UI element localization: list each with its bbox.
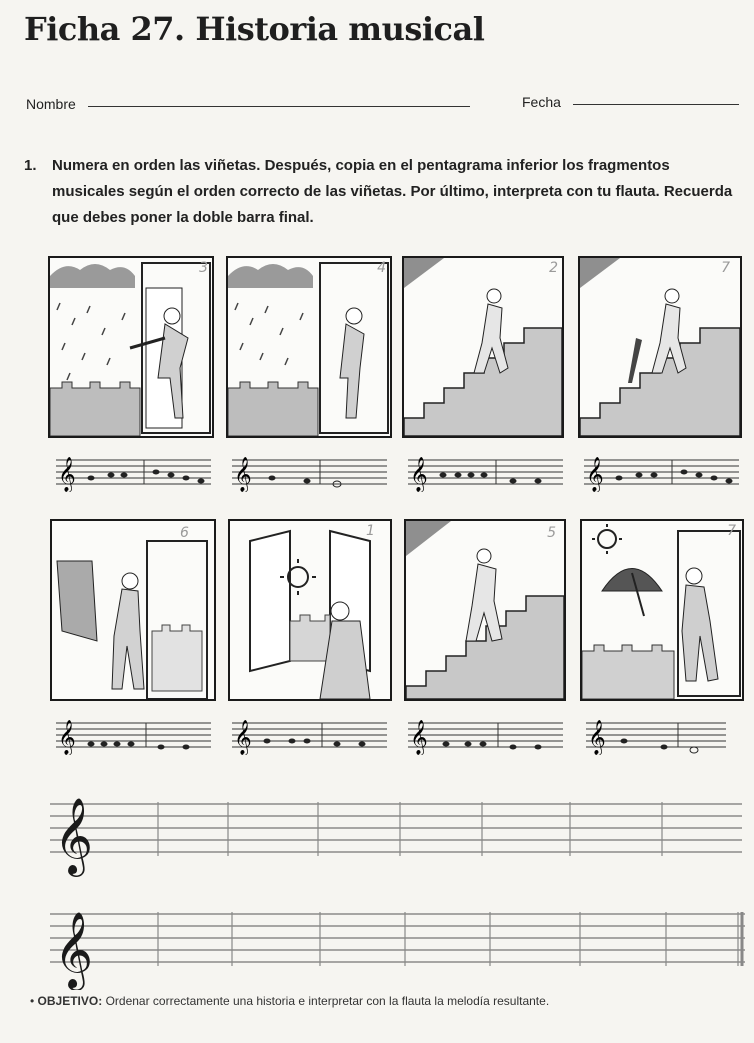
page-title: Ficha 27. Historia musical: [24, 10, 485, 48]
panel-rain-door-enter: [226, 256, 392, 438]
panel-number: 7: [721, 260, 730, 276]
answer-staff-2[interactable]: [50, 900, 745, 990]
panel-number: 7: [727, 523, 736, 539]
panel-rain-door-open: [48, 256, 214, 438]
panel-number: 4: [377, 260, 386, 276]
objective-note: [30, 994, 549, 1008]
treble-clef-icon: 𝄞: [54, 911, 94, 988]
music-fragment-7: [408, 715, 563, 755]
panel-stairs-umbrella: [578, 256, 742, 438]
date-label: Fecha: [522, 94, 561, 110]
name-field[interactable]: [88, 106, 470, 107]
music-fragment-4: [584, 452, 739, 492]
music-fragment-3: [408, 452, 563, 492]
instructions-text: Numera en orden las viñetas. Después, copia en el pentagrama inferior los fragmentos musicales según el orden correcto de las viñetas. Por último, interpreta con tu flauta. Recuerda que debes poner la doble barra final.: [52, 157, 733, 226]
date-field[interactable]: [573, 104, 739, 105]
treble-clef-icon: 𝄞: [586, 457, 604, 492]
objective-text: Ordenar correctamente una historia e interpretar con la flauta la melodía resultante.: [105, 994, 550, 1008]
treble-clef-icon: 𝄞: [410, 720, 428, 755]
rain-cloud-icon: [228, 264, 313, 288]
panel-stairs-up: [402, 256, 564, 438]
music-fragment-2: [232, 452, 387, 492]
music-fragment-6: [232, 715, 387, 755]
panel-number: 3: [199, 260, 208, 276]
treble-clef-icon: 𝄞: [54, 797, 94, 874]
music-fragment-8: [586, 715, 726, 755]
panel-sun-umbrella-door: [580, 519, 744, 701]
panel-number: 5: [547, 525, 556, 541]
answer-staff-1[interactable]: [50, 790, 745, 880]
treble-clef-icon: 𝄞: [588, 720, 606, 755]
panel-stairs-walk: [404, 519, 566, 701]
music-fragment-5: [56, 715, 211, 755]
bullet: •: [30, 994, 35, 1008]
panel-number: 1: [366, 523, 375, 539]
sun-icon: [592, 524, 622, 554]
panel-number: 6: [180, 525, 189, 541]
treble-clef-icon: 𝄞: [58, 720, 76, 755]
panel-number: 2: [549, 260, 558, 276]
name-label: Nombre: [26, 96, 76, 112]
treble-clef-icon: 𝄞: [58, 457, 76, 492]
panel-open-window-sun: [228, 519, 392, 701]
umbrella-icon: [602, 569, 662, 592]
treble-clef-icon: 𝄞: [234, 720, 252, 755]
panel-coat-hanger: [50, 519, 216, 701]
treble-clef-icon: 𝄞: [410, 457, 428, 492]
treble-clef-icon: 𝄞: [234, 457, 252, 492]
rain-cloud-icon: [50, 264, 135, 288]
music-fragment-1: [56, 452, 211, 492]
exercise-number: 1.: [24, 157, 37, 174]
objective-label: OBJETIVO:: [37, 994, 103, 1008]
